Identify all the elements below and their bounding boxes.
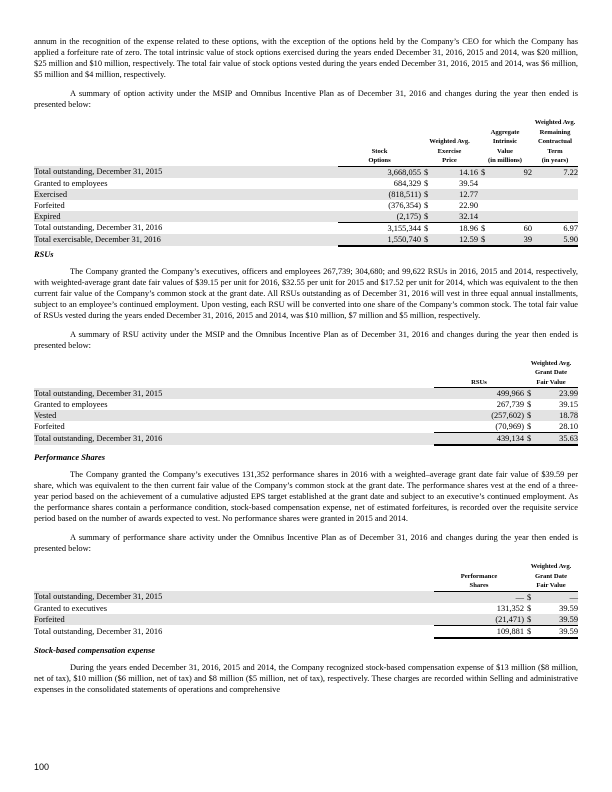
performance-share-activity-table — [34, 562, 578, 639]
rsus-heading: RSUs — [34, 249, 54, 259]
perf-header-fair-3: Fair Value — [524, 581, 578, 591]
rsu-units-value: (70,969) — [495, 422, 524, 431]
currency-symbol: $ — [478, 166, 488, 178]
table-row — [34, 200, 578, 211]
rsu-intro: A summary of RSU activity under the MSIP and the Omnibus Incentive Plan as of December 31, 2016 and changes during the year then ended is presented below: — [34, 329, 578, 350]
row-label: Exercised — [34, 189, 338, 200]
row-label: Granted to employees — [34, 400, 108, 409]
rsu-units-value: 267,739 — [496, 400, 524, 409]
options-header-stock-1: Stock — [371, 147, 388, 155]
currency-symbol: $ — [524, 433, 536, 446]
currency-symbol: $ — [524, 614, 536, 626]
currency-symbol: $ — [478, 222, 488, 234]
table-row — [34, 614, 578, 626]
options-header-value-1: Aggregate — [490, 128, 520, 136]
options-header-term-2: Remaining — [539, 128, 571, 136]
performance-shares-value: 109,881 — [434, 625, 524, 638]
exercise-price-value: 18.96 — [431, 222, 478, 234]
rsu-units-value: (257,602) — [434, 410, 524, 421]
table-row — [34, 591, 578, 603]
exercise-price-value: 32.14 — [431, 211, 478, 223]
contractual-term-value — [532, 189, 578, 200]
fair-value: 23.99 — [536, 388, 578, 400]
currency-symbol: $ — [424, 200, 429, 210]
options-header-value-2: Intrinsic — [492, 138, 518, 145]
currency-symbol: $ — [524, 625, 536, 638]
currency-symbol — [478, 200, 488, 211]
fair-value: 18.78 — [536, 410, 578, 421]
intrinsic-value: 92 — [488, 166, 532, 178]
currency-symbol: $ — [421, 222, 431, 234]
contractual-term-value — [532, 211, 578, 223]
options-header-value-3: Value — [497, 147, 513, 155]
stock-based-compensation-paragraph: During the years ended December 31, 2016, 2015 and 2014, the Company recognized stock-based compensation expense of $13 million ($8 million, net of tax), $10 million ($6 million, net of tax) and $8 million ($5 million, net of tax), respectively. These charges are recorded within Selling and administrative expenses in the consolidated statements of operations and comprehensive — [34, 662, 578, 694]
intrinsic-value — [488, 189, 532, 200]
rsu-header-fair-3: Fair Value — [524, 378, 578, 388]
perf-header-fair-1: Weighted Avg. — [530, 563, 572, 570]
row-label: Expired — [34, 211, 338, 223]
row-label: Forfeited — [34, 200, 65, 210]
page-number: 100 — [34, 762, 50, 772]
currency-symbol: $ — [524, 388, 536, 400]
fair-value: 39.59 — [536, 625, 578, 638]
stock-options-value: (818,511) — [338, 189, 421, 200]
stock-options-value: (376,354) — [388, 200, 421, 210]
option-activity-table — [34, 118, 578, 247]
options-header-term-5: (in years) — [532, 156, 578, 166]
rsu-header-fair-1: Weighted Avg. — [530, 359, 572, 367]
perf-header-fair-2: Grant Date — [534, 572, 568, 580]
table-row — [34, 189, 578, 200]
perf-header-units-1: Performance — [460, 572, 498, 580]
contractual-term-value — [532, 178, 578, 189]
exercise-price-value: 14.16 — [431, 166, 478, 178]
fair-value: 39.59 — [559, 603, 579, 613]
fair-value: — — [536, 591, 578, 603]
rsu-header-units: RSUs — [434, 378, 524, 388]
currency-symbol: $ — [421, 189, 431, 200]
options-header-price-2: Exercise — [437, 147, 462, 155]
intrinsic-value — [488, 211, 532, 223]
rsu-units-value: 499,966 — [434, 388, 524, 400]
performance-shares-intro: A summary of performance share activity under the Omnibus Incentive Plan as of December 31, 2016 and changes during the year then ended is presented below: — [34, 533, 578, 553]
contractual-term-value — [532, 200, 578, 211]
row-label: Total outstanding, December 31, 2015 — [34, 388, 434, 400]
currency-symbol — [478, 189, 488, 200]
intrinsic-value: 60 — [488, 222, 532, 234]
performance-shares-heading: Performance Shares — [34, 453, 105, 462]
options-header-stock-2: Options — [338, 156, 421, 166]
table-row — [34, 222, 578, 234]
row-label: Total outstanding, December 31, 2015 — [34, 166, 338, 178]
intrinsic-value — [488, 178, 532, 189]
row-label: Vested — [34, 410, 434, 421]
currency-symbol: $ — [527, 400, 532, 409]
row-label: Total outstanding, December 31, 2015 — [34, 591, 434, 603]
table-row — [34, 421, 578, 433]
performance-shares-value: (21,471) — [434, 614, 524, 626]
currency-symbol: $ — [524, 591, 536, 603]
table-row — [34, 603, 578, 614]
table-row — [34, 178, 578, 189]
table-row — [34, 388, 578, 400]
currency-symbol — [478, 178, 488, 189]
exercise-price-value: 22.90 — [459, 200, 478, 210]
row-label: Granted to executives — [34, 603, 108, 613]
table-row — [34, 625, 578, 638]
table-row — [34, 234, 578, 246]
performance-shares-value: — — [434, 591, 524, 603]
row-label: Total outstanding, December 31, 2016 — [34, 223, 163, 233]
stock-options-value: 1,550,740 — [338, 234, 421, 246]
table-row — [34, 211, 578, 223]
row-label: Granted to employees — [34, 178, 108, 188]
rsus-paragraph: The Company granted the Company’s executives, officers and employees 267,739; 304,680; and 99,622 RSUs in 2016, 2015 and 2014, respectively, with weighted-average grant date fair values of $39.15 per unit for 2016, $32.55 per unit for 2015 and $17.52 per unit for 2014, which was equivalent to the then current fair value of the Company’s common stock at the grant date. All RSUs outstanding as of December 31, 2016 will vest in three equal annual installments, subject to an employee’s continued employment. Upon vesting, each RSU will be converted into one share of the Company’s common stock. The total fair value of RSUs vested during the years ended December 31, 2016, 2015 and 2014, was $10 million, $7 million and $5 million, respectively. — [34, 266, 578, 320]
options-header-term-4: Term — [547, 147, 563, 155]
exercise-price-value: 39.54 — [459, 178, 478, 188]
table-row — [34, 166, 578, 178]
row-label: Forfeited — [34, 614, 434, 626]
contractual-term-value: 5.90 — [532, 234, 578, 246]
rsu-header-fair-2: Grant Date — [534, 369, 568, 376]
currency-symbol: $ — [527, 422, 532, 431]
performance-shares-value: 131,352 — [496, 603, 524, 613]
currency-symbol: $ — [421, 166, 431, 178]
row-label: Total exercisable, December 31, 2016 — [34, 234, 338, 246]
options-header-term-3: Contractual — [537, 138, 573, 145]
currency-symbol — [478, 211, 488, 223]
rsu-units-value: 439,134 — [434, 433, 524, 446]
perf-header-units-2: Shares — [434, 581, 524, 591]
options-header-price-3: Price — [421, 156, 478, 166]
row-label: Forfeited — [34, 422, 65, 432]
document-page — [34, 36, 578, 703]
fair-value: 35.63 — [536, 433, 578, 446]
options-intro: A summary of option activity under the MSIP and Omnibus Incentive Plan as of December 31, 2016 and changes during the year then ended is presented below: — [34, 89, 578, 109]
stock-based-compensation-heading: Stock-based compensation expense — [34, 645, 155, 655]
performance-shares-paragraph: The Company granted the Company’s executives 131,352 performance shares in 2016 with a weighted–average grant date fair value of $39.59 per share, which was equivalent to the then current fair value of the Company’s common stock at the grant date. The performance shares vest at the end of a three-year period based on the achievement of a cumulative adjusted EPS target established at the grant date and subject to an executive’s continued employment. As the performance shares contain a performance condition, stock-based compensation expense, net of estimated forfeitures, is recorded over the requisite service period based on the number of awards expected to vest. No performance shares were granted in 2015 and 2014. — [34, 470, 578, 523]
intrinsic-value — [488, 200, 532, 211]
stock-options-value: 3,668,055 — [338, 166, 421, 178]
stock-options-value: (2,175) — [338, 211, 421, 223]
currency-symbol: $ — [524, 410, 536, 421]
rsu-activity-table — [34, 359, 578, 447]
row-label: Total outstanding, December 31, 2016 — [34, 433, 434, 446]
intro-paragraph: annum in the recognition of the expense related to these options, with the exception of the options held by the Company’s CEO for which the Company has applied a forfeiture rate of zero. The total intrinsic value of stock options exercised during the years ended December 31, 2016, 2015 and 2014, was $20 million, $25 million and $10 million, respectively. The total fair value of stock options vested during the years ended December 31, 2016, 2015 and 2014, was $6 million, $5 million and $4 million, respectively. — [34, 37, 578, 79]
exercise-price-value: 12.77 — [431, 189, 478, 200]
contractual-term-value: 7.22 — [532, 166, 578, 178]
fair-value: 39.59 — [536, 614, 578, 626]
stock-options-value: 684,329 — [393, 178, 421, 188]
fair-value: 39.15 — [559, 400, 579, 409]
currency-symbol: $ — [424, 178, 429, 188]
table-row — [34, 433, 578, 446]
table-row — [34, 410, 578, 421]
exercise-price-value: 12.59 — [431, 234, 478, 246]
options-header-term-1: Weighted Avg. — [534, 119, 576, 126]
stock-options-value: 3,155,344 — [338, 222, 421, 234]
currency-symbol: $ — [421, 234, 431, 246]
fair-value: 28.10 — [559, 422, 579, 431]
options-header-price-1: Weighted Avg. — [429, 138, 470, 145]
row-label: Total outstanding, December 31, 2016 — [34, 626, 163, 636]
table-row — [34, 399, 578, 410]
options-header-value-4: (in millions) — [478, 156, 532, 166]
currency-symbol: $ — [421, 211, 431, 223]
currency-symbol: $ — [527, 603, 532, 613]
currency-symbol: $ — [478, 234, 488, 246]
contractual-term-value: 6.97 — [532, 222, 578, 234]
intrinsic-value: 39 — [488, 234, 532, 246]
